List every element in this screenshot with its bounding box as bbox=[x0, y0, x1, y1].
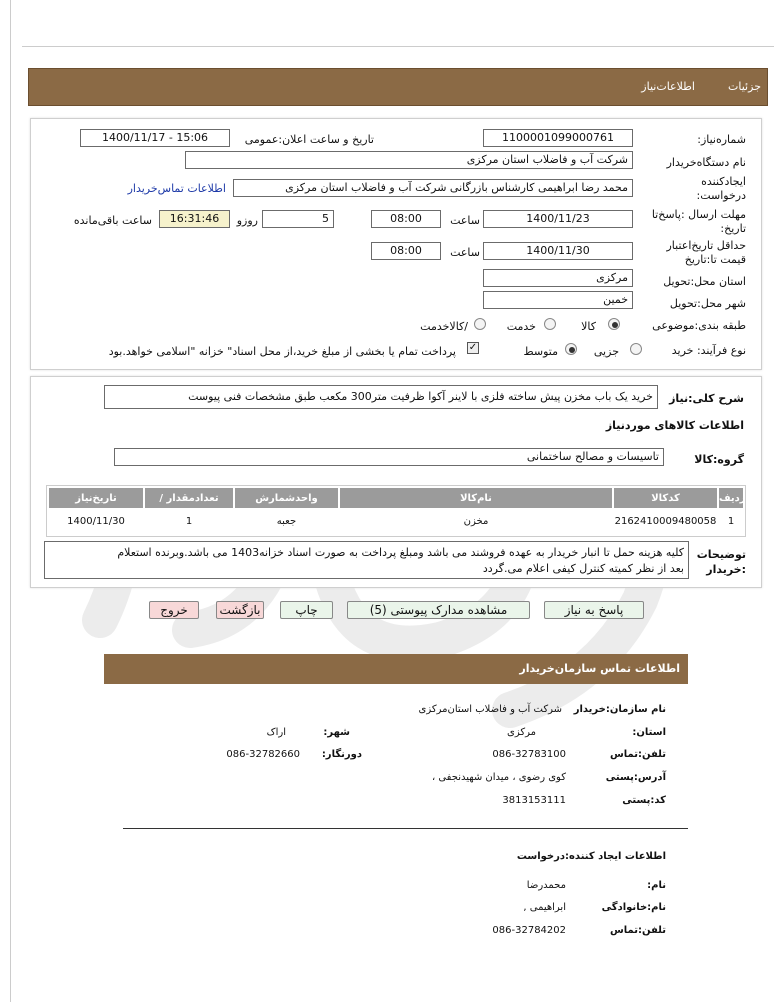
validity-time-field[interactable]: 08:00 bbox=[371, 242, 441, 260]
creator-label-2: درخواست: bbox=[696, 189, 746, 202]
contact-address-label: آدرس:پستی bbox=[605, 772, 666, 783]
process-medium-radio[interactable] bbox=[565, 343, 577, 355]
table-row-date: 1400/11/30 bbox=[67, 516, 125, 527]
table-row-unit: جعبه bbox=[276, 516, 297, 527]
col-date-header: تاریخ‌نیاز bbox=[48, 487, 144, 509]
contact-phone-value: 086-32783100 bbox=[492, 749, 566, 760]
creator-phone-value: 086-32784202 bbox=[492, 925, 566, 936]
org-value: شرکت آب و فاضلاب استان‌مرکزی bbox=[418, 704, 562, 715]
reply-button[interactable]: پاسخ به نیاز bbox=[544, 601, 644, 619]
city-field[interactable]: خمین bbox=[483, 291, 633, 309]
page-header-bar bbox=[28, 68, 768, 106]
buyer-notes-box bbox=[44, 541, 689, 579]
table-row-index: 1 bbox=[727, 516, 735, 527]
contact-city-value: اراک bbox=[266, 727, 286, 738]
validity-label-2: قیمت تا:تاریخ bbox=[684, 253, 746, 266]
contact-fax-label: دورنگار: bbox=[321, 749, 362, 760]
org-label: نام سازمان:خریدار bbox=[573, 704, 666, 715]
category-goods-radio[interactable] bbox=[608, 318, 620, 330]
contact-province-label: استان: bbox=[632, 727, 666, 738]
buyer-field[interactable]: شرکت آب و فاضلاب استان مرکزی bbox=[185, 151, 633, 169]
remaining-label: ساعت باقی‌مانده bbox=[73, 214, 152, 227]
col-code-header: کدکالا bbox=[613, 487, 718, 509]
buyer-notes-line-1: کلیه هزینه حمل تا انبار خریدار به عهده فروشند می باشد ومبلغ پرداخت به صورت اسناد خزانه1403 می باشد.وبرنده استعلام bbox=[117, 546, 684, 559]
remaining-time-field: 16:31:46 bbox=[159, 210, 230, 228]
need-number-label: شماره‌نیاز: bbox=[697, 133, 746, 146]
col-row-header: ردیف bbox=[718, 487, 744, 509]
process-partial-label: جزیی bbox=[593, 345, 619, 358]
contact-fax-value: 086-32782660 bbox=[226, 749, 300, 760]
buyer-contact-link[interactable]: اطلاعات تماس‌خریدار bbox=[127, 182, 226, 195]
deadline-date-field[interactable]: 1400/11/23 bbox=[483, 210, 633, 228]
creator-phone-label: تلفن:تماس bbox=[609, 925, 666, 936]
back-button[interactable]: بازگشت bbox=[216, 601, 264, 619]
tab-details[interactable]: جزئیات bbox=[728, 80, 761, 93]
buyer-notes-label-1: توضیحات bbox=[696, 548, 746, 561]
contact-city-label: شهر: bbox=[323, 727, 350, 738]
creator-name-label: نام: bbox=[647, 880, 666, 891]
need-number-field[interactable]: 1100001099000761 bbox=[483, 129, 633, 147]
category-goods-label: کالا bbox=[581, 320, 596, 333]
attachments-button[interactable]: مشاهده مدارک پیوستی (5) bbox=[347, 601, 530, 619]
contact-postal-label: کد:پستی bbox=[622, 795, 666, 806]
creator-name-value: محمدرضا bbox=[526, 880, 566, 891]
category-service-label: خدمت bbox=[506, 320, 536, 333]
goods-info-title: اطلاعات کالاهای موردنیاز bbox=[605, 419, 744, 432]
buyer-contact-title: اطلاعات تماس سازمان‌خریدار bbox=[519, 662, 680, 675]
treasury-payment-checkbox[interactable]: ✓ bbox=[468, 342, 478, 353]
exit-button[interactable]: خروج bbox=[149, 601, 199, 619]
province-label: استان محل:تحویل bbox=[663, 275, 746, 288]
need-description-field: خرید یک باب مخزن پیش ساخته فلزی با لاینر آکوا ظرفیت متر300 مکعب طبق مشخصات فنی پیوست bbox=[104, 385, 658, 409]
buyer-contact-header bbox=[104, 654, 688, 684]
deadline-label-1: مهلت ارسال :پاسخ‌تا bbox=[651, 208, 746, 221]
deadline-time-label: ساعت bbox=[450, 214, 480, 227]
days-label: روزو bbox=[236, 214, 258, 227]
category-goods-service-label: /کالاخدمت bbox=[420, 320, 468, 333]
table-row-qty: 1 bbox=[185, 516, 193, 527]
deadline-time-field[interactable]: 08:00 bbox=[371, 210, 441, 228]
contact-divider bbox=[123, 828, 688, 829]
contact-address-value: کوی رضوی ، میدان شهیدنجفی ، bbox=[431, 772, 566, 783]
announce-label: تاریخ و ساعت اعلان:عمومی bbox=[244, 133, 374, 146]
goods-group-label: گروه:کالا bbox=[694, 453, 744, 466]
contact-phone-label: تلفن:تماس bbox=[609, 749, 666, 760]
col-unit-header: واحدشمارش bbox=[234, 487, 339, 509]
creator-family-label: نام:خانوادگی bbox=[601, 902, 666, 913]
top-divider bbox=[22, 46, 774, 47]
need-description-label: شرح کلی:نیاز bbox=[669, 392, 744, 405]
province-field[interactable]: مرکزی bbox=[483, 269, 633, 287]
buyer-notes-label-2: :خریدار bbox=[706, 563, 746, 576]
col-qty-header: / تعدادمقدار bbox=[144, 487, 234, 509]
buyer-notes-line-2: بعد از نظر کمیته کنترل کیفی اعلام می.گردد bbox=[482, 562, 684, 575]
days-field[interactable]: 5 bbox=[262, 210, 334, 228]
tab-need-info[interactable]: اطلاعات‌نیاز bbox=[641, 80, 695, 93]
goods-group-field: تاسیسات و مصالح ساختمانی bbox=[114, 448, 664, 466]
table-row-name: مخزن bbox=[463, 516, 489, 527]
category-label: طبقه بندی:موضوعی bbox=[652, 319, 746, 332]
process-partial-radio[interactable] bbox=[630, 343, 642, 355]
goods-table bbox=[46, 485, 746, 537]
validity-time-label: ساعت bbox=[450, 246, 480, 259]
creator-label-1: ایجادکننده bbox=[701, 175, 746, 188]
print-button[interactable]: چاپ bbox=[280, 601, 333, 619]
city-label: شهر محل:تحویل bbox=[669, 297, 746, 310]
col-name-header: نام‌کالا bbox=[339, 487, 613, 509]
creator-info-title: اطلاعات ایجاد کننده:درخواست bbox=[516, 851, 666, 862]
process-medium-label: متوسط bbox=[523, 345, 558, 358]
deadline-label-2: تاریخ: bbox=[720, 222, 746, 235]
creator-field[interactable]: محمد رضا ابراهیمی کارشناس بازرگانی شرکت آب و فاضلاب استان مرکزی bbox=[233, 179, 633, 197]
buyer-label: نام دستگاه‌خریدار bbox=[666, 156, 746, 169]
category-service-radio[interactable] bbox=[544, 318, 556, 330]
contact-province-value: مرکزی bbox=[507, 727, 536, 738]
table-row-code: 2162410009480058 bbox=[614, 516, 717, 527]
validity-label-1: حداقل تاریخ‌اعتبار bbox=[666, 239, 746, 252]
contact-postal-value: 3813153111 bbox=[502, 795, 566, 806]
process-label: نوع فرآیند: خرید bbox=[671, 344, 746, 357]
creator-family-value: ابراهیمی , bbox=[523, 902, 566, 913]
left-border-line bbox=[10, 0, 11, 1002]
announce-datetime-field[interactable]: 1400/11/17 - 15:06 bbox=[80, 129, 230, 147]
category-goods-service-radio[interactable] bbox=[474, 318, 486, 330]
treasury-payment-note: پرداخت تمام یا بخشی از مبلغ خرید،از محل اسناد" خزانه "اسلامی خواهد.بود bbox=[108, 345, 456, 358]
validity-date-field[interactable]: 1400/11/30 bbox=[483, 242, 633, 260]
